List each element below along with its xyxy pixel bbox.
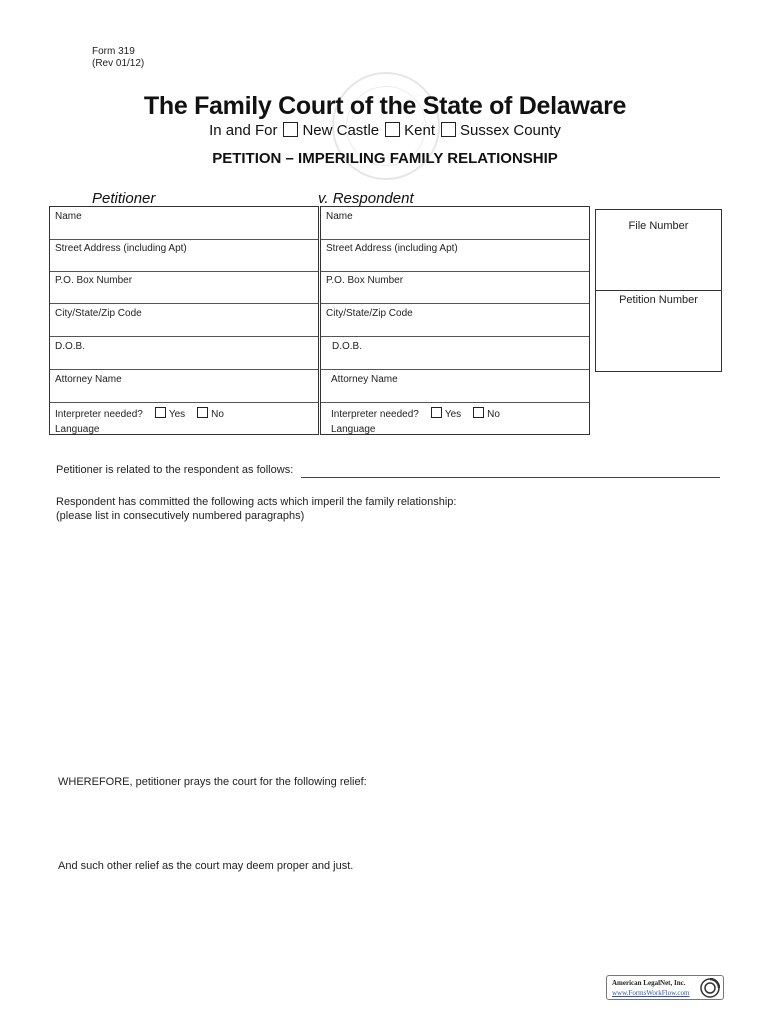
petitioner-dob-field[interactable]: [50, 337, 318, 370]
field-label: City/State/Zip Code: [326, 308, 413, 319]
field-label: D.O.B.: [55, 341, 86, 352]
respondent-heading: v. Respondent: [318, 190, 414, 207]
sussex-label: Sussex County: [460, 122, 561, 139]
respondent-name-field[interactable]: [321, 207, 589, 240]
yes-label: Yes: [168, 409, 186, 420]
petitioner-interpreter-row: [50, 402, 318, 438]
divider: [596, 290, 721, 291]
petitioner-language-field[interactable]: Language: [55, 424, 100, 435]
petition-number-field[interactable]: Petition Number: [619, 294, 698, 306]
kent-checkbox[interactable]: [385, 122, 400, 137]
publisher-badge: [606, 975, 724, 1000]
in-and-for-label: In and For: [209, 122, 278, 139]
petitioner-interpreter-no-checkbox[interactable]: [197, 407, 208, 418]
interpreter-label: Interpreter needed?: [331, 409, 419, 420]
form-revision: (Rev 01/12): [92, 58, 145, 69]
petitioner-attorney-field[interactable]: [50, 370, 318, 403]
field-label: P.O. Box Number: [326, 275, 404, 286]
form-id: [92, 46, 144, 70]
interpreter-label: Interpreter needed?: [55, 409, 143, 420]
petitioner-street-field[interactable]: [50, 239, 318, 272]
other-relief-clause: And such other relief as the court may deem proper and just.: [58, 860, 354, 872]
respondent-language-field[interactable]: Language: [331, 424, 376, 435]
relationship-input-line[interactable]: [301, 477, 720, 478]
form-number: Form 319: [92, 46, 135, 57]
petitioner-city-field[interactable]: [50, 304, 318, 337]
petitioner-name-field[interactable]: [50, 207, 318, 240]
sussex-checkbox[interactable]: [441, 122, 456, 137]
respondent-dob-field[interactable]: [321, 337, 589, 370]
county-selector: [0, 122, 770, 139]
petitioner-interpreter-yes-checkbox[interactable]: [155, 407, 166, 418]
respondent-city-field[interactable]: [321, 304, 589, 337]
petition-title: PETITION – IMPERILING FAMILY RELATIONSHIP: [212, 150, 558, 167]
respondent-interpreter-row: [321, 402, 589, 438]
respondent-interpreter-yes-checkbox[interactable]: [431, 407, 442, 418]
field-label: Name: [326, 211, 353, 222]
no-label: No: [487, 409, 500, 420]
petitioner-heading: Petitioner: [92, 190, 156, 207]
field-label: Attorney Name: [331, 374, 398, 385]
respondent-interpreter-no-checkbox[interactable]: [473, 407, 484, 418]
field-label: P.O. Box Number: [55, 275, 133, 286]
publisher-logo-icon: [700, 978, 720, 998]
acts-line-2: (please list in consecutively numbered paragraphs): [56, 510, 305, 522]
field-label: Street Address (including Apt): [55, 243, 187, 254]
field-label: D.O.B.: [332, 341, 363, 352]
new-castle-checkbox[interactable]: [283, 122, 298, 137]
respondent-pobox-field[interactable]: [321, 271, 589, 304]
field-label: Attorney Name: [55, 374, 122, 385]
yes-label: Yes: [444, 409, 462, 420]
petitioner-info-box: [49, 206, 319, 435]
petitioner-pobox-field[interactable]: [50, 271, 318, 304]
new-castle-label: New Castle: [302, 122, 380, 139]
respondent-street-field[interactable]: [321, 239, 589, 272]
field-label: Name: [55, 211, 82, 222]
field-label: Street Address (including Apt): [326, 243, 458, 254]
file-number-field[interactable]: File Number: [628, 220, 689, 232]
publisher-name: American LegalNet, Inc.: [612, 979, 686, 987]
court-title: The Family Court of the State of Delaware: [143, 92, 627, 120]
relationship-label: Petitioner is related to the respondent as follows:: [56, 464, 294, 476]
publisher-link[interactable]: www.FormsWorkFlow.com: [612, 989, 690, 997]
field-label: City/State/Zip Code: [55, 308, 142, 319]
respondent-attorney-field[interactable]: [321, 370, 589, 403]
acts-instructions: [56, 495, 456, 523]
respondent-info-box: [320, 206, 590, 435]
no-label: No: [211, 409, 224, 420]
file-number-box: [595, 209, 722, 372]
acts-line-1: Respondent has committed the following acts which imperil the family relationship:: [56, 496, 457, 508]
kent-label: Kent: [404, 122, 436, 139]
wherefore-clause: WHEREFORE, petitioner prays the court for the following relief:: [58, 776, 367, 788]
